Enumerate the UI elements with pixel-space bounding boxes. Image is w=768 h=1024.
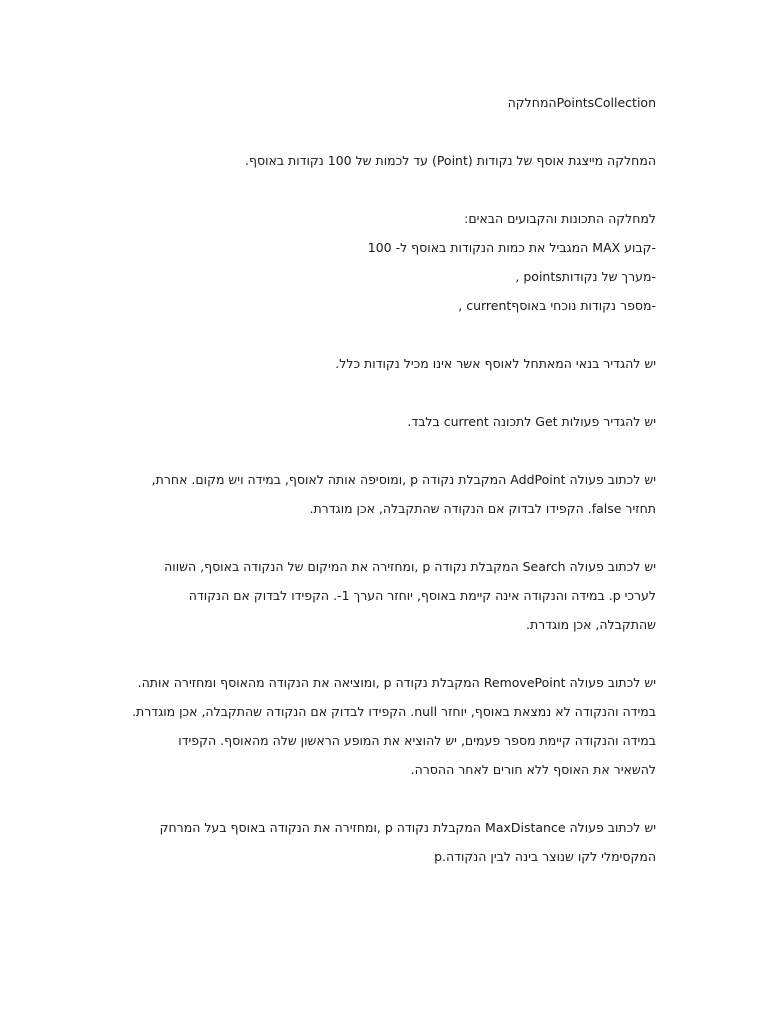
fields-heading: למחלקה התכונות והקבועים הבאים: [464, 211, 656, 226]
addpoint-line-2: תחזיר false. הקפידו לבדוק אם הנקודה שהתקבלה, אכן מוגדרת. [309, 501, 656, 516]
field-max-constant: -קבוע MAX המגביל את כמות הנקודות באוסף ל- 100 [367, 240, 656, 255]
removepoint-line-1: יש לכתוב פעולה RemovePoint המקבלת נקודה p ,ומוציאה את הנקודה מהאוסף ומחזירה אותה. [137, 675, 656, 690]
removepoint-line-2: במידה והנקודה לא נמצאת באוסף, יוחזר null. הקפידו לבדוק אם הנקודה שהתקבלה, אכן מוגדרת. [132, 704, 656, 719]
document-body [120, 88, 656, 871]
search-line-1: יש לכתוב פעולה Search המקבלת נקודה p ,ומחזירה את המיקום של הנקודה באוסף, השווה [164, 559, 656, 574]
maxdistance-line-1: יש לכתוב פעולה MaxDistance המקבלת נקודה p ,ומחזירה את הנקודה באוסף בעל המרחק [159, 820, 656, 835]
document-title: PointsCollectionהמחלקה [507, 95, 656, 110]
addpoint-line-1: יש לכתוב פעולה AddPoint המקבלת נקודה p ,ומוסיפה אותה לאוסף, במידה ויש מקום. אחרת, [151, 472, 656, 487]
constructor-requirement: יש להגדיר בנאי המאתחל לאוסף אשר אינו מכיל נקודות כלל. [335, 356, 656, 371]
get-requirement: יש להגדיר פעולות Get לתכונה current בלבד. [407, 414, 656, 429]
maxdistance-line-2: המקסימלי לקו שנוצר בינה לבין הנקודה.p [434, 849, 656, 864]
removepoint-line-3: במידה והנקודה קיימת מספר פעמים, יש להוציא את המופע הראשון שלה מהאוסף. הקפידו [178, 733, 656, 748]
removepoint-line-4: להשאיר את האוסף ללא חורים לאחר ההסרה. [410, 762, 656, 777]
search-line-2: לערכי p. במידה והנקודה אינה קיימת באוסף, יוחזר הערך 1-. הקפידו לבדוק אם הנקודה [188, 588, 656, 603]
field-current-count: -מספר נקודות נוכחי באוסףcurrent , [458, 298, 656, 313]
field-points-array: -מערך של נקודותpoints , [515, 269, 656, 284]
intro-paragraph: המחלקה מייצגת אוסף של נקודות (Point) עד לכמות של 100 נקודות באוסף. [245, 153, 656, 168]
search-line-3: שהתקבלה, אכן מוגדרת. [525, 617, 656, 632]
